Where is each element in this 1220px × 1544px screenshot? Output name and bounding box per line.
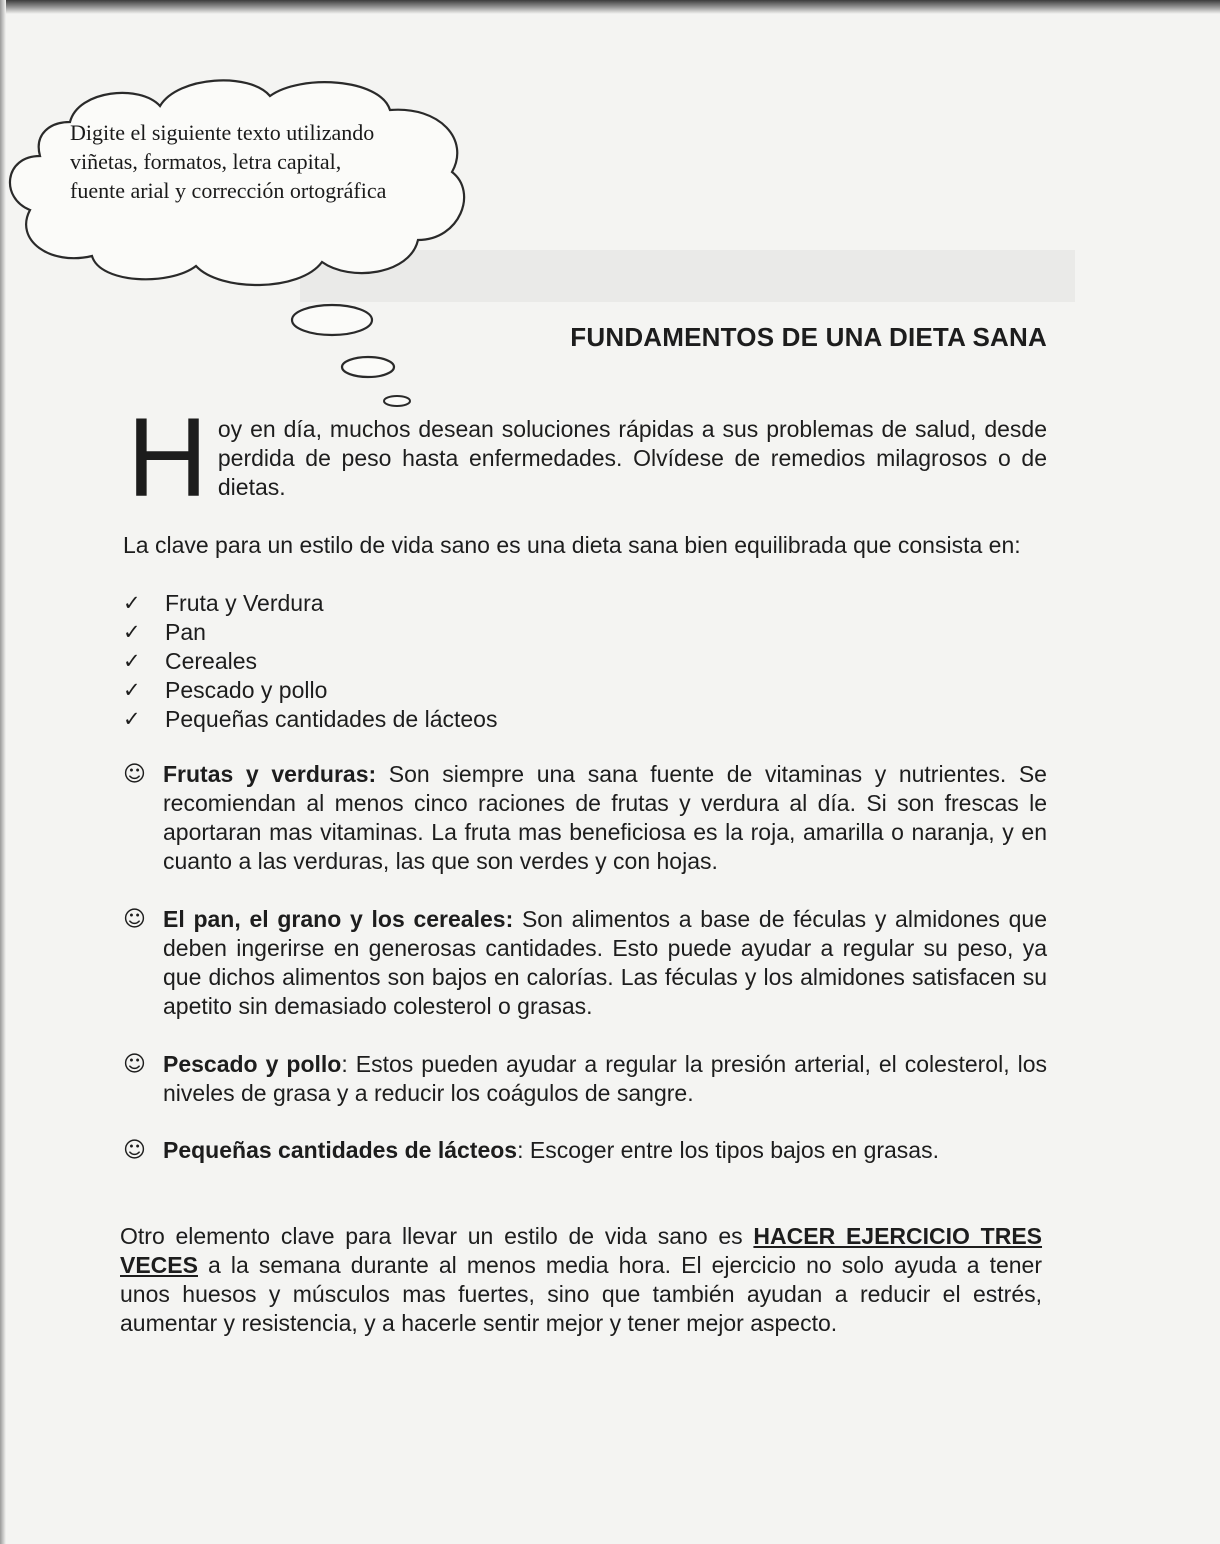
bullet-term: Pequeñas cantidades de lácteos (163, 1137, 518, 1163)
bullet-term: Pescado y pollo (163, 1051, 342, 1077)
checkmark-icon: ✓ (123, 620, 141, 644)
intro-text: oy en día, muchos desean soluciones rápidas a sus problemas de salud, desde perdida de peso hasta enfermedades. Olvídese de remedios milagrosos o de dietas. (217, 416, 1047, 500)
exercise-text-before: Otro elemento clave para llevar un estilo de vida sano es (120, 1223, 754, 1249)
list-item-label: Fruta y Verdura (165, 590, 324, 616)
smiley-icon: ☺ (123, 762, 146, 787)
list-item (123, 589, 497, 618)
paper-top-edge (0, 0, 1220, 14)
diet-key-paragraph: La clave para un estilo de vida sano es una dieta sana bien equilibrada que consista en: (123, 532, 1021, 558)
bullet-lacteos (123, 1136, 1047, 1165)
bullet-pescado-pollo (123, 1050, 1047, 1108)
page-title: FUNDAMENTOS DE UNA DIETA SANA (570, 322, 1047, 352)
list-item (123, 676, 497, 705)
list-item-label: Cereales (165, 648, 258, 674)
cloud-instruction-text: Digite el siguiente texto utilizando viñetas, formatos, letra capital, fuente arial y corrección ortográfica (70, 120, 387, 203)
bullet-frutas-verduras (123, 760, 1047, 876)
bullet-term: Frutas y verduras: (163, 761, 377, 787)
bullet-text: Son siempre una sana fuente de vitaminas y nutrientes. Se recomiendan al menos cinco raciones de frutas y verdura al día. Si son frescas le aportaran mas vitaminas. La fruta mas beneficiosa es la roja, amarilla o naranja, y en cuanto a las verduras, las que son verdes y con hojas. (163, 761, 1047, 874)
list-item (123, 647, 497, 676)
checkmark-icon: ✓ (123, 678, 141, 702)
exercise-paragraph (120, 1222, 1042, 1338)
bullet-text: : Escoger entre los tipos bajos en grasas. (517, 1137, 939, 1163)
bullet-pan-cereales (123, 905, 1047, 1021)
checkmark-icon: ✓ (123, 591, 141, 615)
bullet-term: El pan, el grano y los cereales: (163, 906, 514, 932)
food-checklist (123, 589, 497, 734)
list-item-label: Pequeñas cantidades de lácteos (165, 706, 498, 732)
exercise-text-after: a la semana durante al menos media hora. El ejercicio no solo ayuda a tener unos huesos y músculos mas fuertes, sino que también ayudan a reducir el estrés, aumentar y resistencia, y a hacerle sentir mejor y tener mejor aspecto. (120, 1252, 1042, 1336)
checkmark-icon: ✓ (123, 649, 141, 673)
list-item (123, 618, 497, 647)
list-item-label: Pan (165, 619, 206, 645)
drop-cap-letter: H (127, 395, 208, 520)
smiley-icon: ☺ (123, 1052, 146, 1077)
checkmark-icon: ✓ (123, 707, 141, 731)
bullet-text: : Estos pueden ayudar a regular la presión arterial, el colesterol, los niveles de grasa y a reducir los coágulos de sangre. (163, 1051, 1048, 1106)
smiley-icon: ☺ (123, 1138, 146, 1163)
smiley-icon: ☺ (123, 907, 146, 932)
intro-paragraph (123, 395, 1047, 520)
bullet-text: Son alimentos a base de féculas y almidones que deben ingerirse en generosas cantidades. Esto puede ayudar a regular su peso, ya que dichos alimentos son bajos en calorías. Las féculas y los almidones satisfacen su apetito sin demasiado colesterol o grasas. (163, 906, 1047, 1019)
list-item (123, 705, 497, 734)
list-item-label: Pescado y pollo (165, 677, 328, 703)
exercise-emphasis: HACER EJERCICIO TRES VECES (120, 1223, 1043, 1278)
